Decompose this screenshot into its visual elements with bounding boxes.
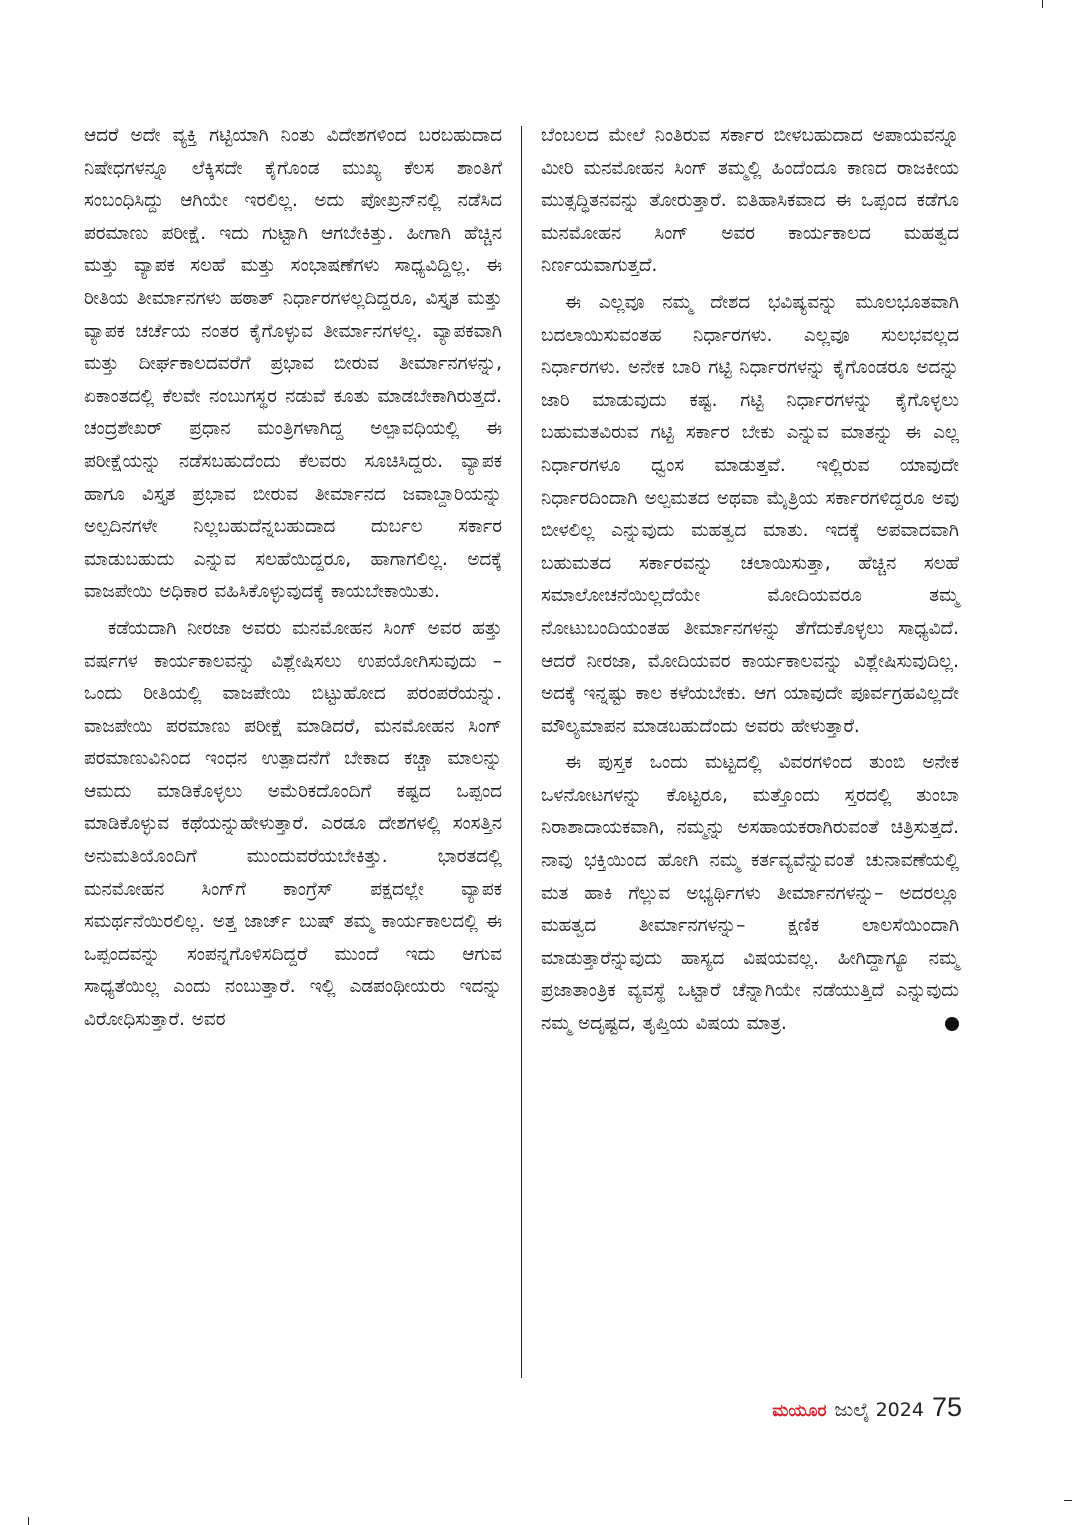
page-number: 75: [931, 1392, 962, 1422]
magazine-brand-logo: ಮಯೂರ: [772, 1401, 827, 1421]
left-column: [84, 120, 502, 1037]
left-paragraph-1: ಆದರೆ ಅದೇ ವ್ಯಕ್ತಿ ಗಟ್ಟಿಯಾಗಿ ನಿಂತು ವಿದೇಶಗಳಿಂದ ಬರಬಹುದಾದ ನಿಷೇಧಗಳನ್ನೂ ಲೆಕ್ಕಿಸದೇ ಕೈಗೊಂಡ ಮುಖ್ಯ ಕೆಲಸ ಶಾಂತಿಗೆ ಸಂಬಂಧಿಸಿದ್ದು ಆಗಿಯೇ ಇರಲಿಲ್ಲ. ಅದು ಪೋಖ್ರನ್‌ನಲ್ಲಿ ನಡೆಸಿದ ಪರಮಾಣು ಪರೀಕ್ಷೆ. ಇದು ಗುಟ್ಟಾಗಿ ಆಗಬೇಕಿತ್ತು. ಹೀಗಾಗಿ ಹೆಚ್ಚಿನ ಮತ್ತು ವ್ಯಾಪಕ ಸಲಹೆ ಮತ್ತು ಸಂಭಾಷಣೆಗಳು ಸಾಧ್ಯವಿದ್ದಿಲ್ಲ. ಈ ರೀತಿಯ ತೀರ್ಮಾನಗಳು ಹಠಾತ್ ನಿರ್ಧಾರಗಳಲ್ಲದಿದ್ದರೂ, ವಿಸ್ತೃತ ಮತ್ತು ವ್ಯಾಪಕ ಚರ್ಚೆಯ ನಂತರ ಕೈಗೊಳ್ಳುವ ತೀರ್ಮಾನಗಳಲ್ಲ. ವ್ಯಾಪಕವಾಗಿ ಮತ್ತು ದೀರ್ಘಕಾಲದವರೆಗೆ ಪ್ರಭಾವ ಬೀರುವ ತೀರ್ಮಾನಗಳನ್ನು, ಏಕಾಂತದಲ್ಲಿ ಕೆಲವೇ ನಂಬುಗಸ್ಥರ ನಡುವೆ ಕೂತು ಮಾಡಬೇಕಾಗಿರುತ್ತದೆ. ಚಂದ್ರಶೇಖರ್ ಪ್ರಧಾನ ಮಂತ್ರಿಗಳಾಗಿದ್ದ ಅಲ್ಪಾವಧಿಯಲ್ಲಿ ಈ ಪರೀಕ್ಷೆಯನ್ನು ನಡೆಸಬಹುದೆಂದು ಕೆಲವರು ಸೂಚಿಸಿದ್ದರು. ವ್ಯಾಪಕ ಹಾಗೂ ವಿಸ್ತೃತ ಪ್ರಭಾವ ಬೀರುವ ತೀರ್ಮಾನದ ಜವಾಬ್ದಾರಿಯನ್ನು ಅಲ್ಪದಿನಗಳೇ ನಿಲ್ಲಬಹುದೆನ್ನಬಹುದಾದ ದುರ್ಬಲ ಸರ್ಕಾರ ಮಾಡುಬಹುದು ಎನ್ನುವ ಸಲಹೆಯಿದ್ದರೂ, ಹಾಗಾಗಲಿಲ್ಲ. ಅದಕ್ಕೆ ವಾಜಪೇಯಿ ಅಧಿಕಾರ ವಹಿಸಿಕೊಳ್ಳುವುದಕ್ಕೆ ಕಾಯಬೇಕಾಯಿತು.: [84, 125, 502, 603]
left-paragraph-2: ಕಡೆಯದಾಗಿ ನೀರಜಾ ಅವರು ಮನಮೋಹನ ಸಿಂಗ್ ಅವರ ಹತ್ತು ವರ್ಷಗಳ ಕಾರ್ಯಕಾಲವನ್ನು ವಿಶ್ಲೇಷಿಸಲು ಉಪಯೋಗಿಸುವುದು – ಒಂದು ರೀತಿಯಲ್ಲಿ ವಾಜಪೇಯಿ ಬಿಟ್ಟುಹೋದ ಪರಂಪರೆಯನ್ನು. ವಾಜಪೇಯಿ ಪರಮಾಣು ಪರೀಕ್ಷೆ ಮಾಡಿದರೆ, ಮನಮೋಹನ ಸಿಂಗ್ ಪರಮಾಣುವಿನಿಂದ ಇಂಧನ ಉತ್ಪಾದನೆಗೆ ಬೇಕಾದ ಕಚ್ಚಾ ಮಾಲನ್ನು ಆಮದು ಮಾಡಿಕೊಳ್ಳಲು ಅಮೆರಿಕದೊಂದಿಗೆ ಕಷ್ಟದ ಒಪ್ಪಂದ ಮಾಡಿಕೊಳ್ಳುವ ಕಥೆಯನ್ನುಹೇಳುತ್ತಾರೆ. ಎರಡೂ ದೇಶಗಳಲ್ಲಿ ಸಂಸತ್ತಿನ ಅನುಮತಿಯೊಂದಿಗೆ ಮುಂದುವರೆಯಬೇಕಿತ್ತು. ಭಾರತದಲ್ಲಿ ಮನಮೋಹನ ಸಿಂಗ್‌ಗೆ ಕಾಂಗ್ರೆಸ್ ಪಕ್ಷದಲ್ಲೇ ವ್ಯಾಪಕ ಸಮರ್ಥನೆಯಿರಲಿಲ್ಲ. ಅತ್ತ ಜಾರ್ಜ್ ಬುಷ್ ತಮ್ಮ ಕಾರ್ಯಕಾಲದಲ್ಲಿ ಈ ಒಪ್ಪಂದವನ್ನು ಸಂಪನ್ನಗೊಳಿಸದಿದ್ದರೆ ಮುಂದೆ ಇದು ಆಗುವ ಸಾಧ್ಯತೆಯಿಲ್ಲ ಎಂದು ನಂಬುತ್ತಾರೆ. ಇಲ್ಲಿ ಎಡಪಂಥೀಯರು ಇದನ್ನು ವಿರೋಧಿಸುತ್ತಾರೆ. ಅವರ: [84, 617, 502, 1031]
right-column: [541, 120, 959, 1041]
crop-mark-bottom-left: [28, 1517, 29, 1525]
page-footer: [772, 1392, 962, 1428]
crop-mark-right-bottom: [1064, 1500, 1072, 1501]
right-paragraph-3-text: ಈ ಪುಸ್ತಕ ಒಂದು ಮಟ್ಟದಲ್ಲಿ ವಿವರಗಳಿಂದ ತುಂಬಿ ಅನೇಕ ಒಳನೋಟಗಳನ್ನು ಕೊಟ್ಟರೂ, ಮತ್ತೊಂದು ಸ್ತರದಲ್ಲಿ ತುಂಬಾ ನಿರಾಶಾದಾಯಕವಾಗಿ, ನಮ್ಮನ್ನು ಅಸಹಾಯಕರಾಗಿರುವಂತೆ ಚಿತ್ರಿಸುತ್ತದೆ. ನಾವು ಭಕ್ತಿಯಿಂದ ಹೋಗಿ ನಮ್ಮ ಕರ್ತವ್ಯವೆನ್ನುವಂತೆ ಚುನಾವಣೆಯಲ್ಲಿ ಮತ ಹಾಕಿ ಗೆಲ್ಲುವ ಅಭ್ಯರ್ಥಿಗಳು ತೀರ್ಮಾನಗಳನ್ನು– ಅದರಲ್ಲೂ ಮಹತ್ವದ ತೀರ್ಮಾನಗಳನ್ನು– ಕ್ಷಣಿಕ ಲಾಲಸೆಯಿಂದಾಗಿ ಮಾಡುತ್ತಾರೆನ್ನುವುದು ಹಾಸ್ಯದ ವಿಷಯವಲ್ಲ. ಹೀಗಿದ್ದಾಗ್ಯೂ ನಮ್ಮ ಪ್ರಜಾತಾಂತ್ರಿಕ ವ್ಯವಸ್ಥೆ ಒಟ್ಟಾರೆ ಚೆನ್ನಾಗಿಯೇ ನಡೆಯುತ್ತಿದೆ ಎನ್ನುವುದು ನಮ್ಮ ಅದೃಷ್ಟದ, ತೃಪ್ತಿಯ ವಿಷಯ ಮಾತ್ರ.: [541, 752, 959, 1035]
article-end-bullet-icon: [945, 1017, 959, 1031]
crop-mark-top-right: [1042, 0, 1043, 8]
column-divider: [521, 126, 522, 1378]
right-paragraph-1: ಬೆಂಬಲದ ಮೇಲೆ ನಿಂತಿರುವ ಸರ್ಕಾರ ಬೀಳಬಹುದಾದ ಅಪಾಯವನ್ನೂ ಮೀರಿ ಮನಮೋಹನ ಸಿಂಗ್ ತಮ್ಮಲ್ಲಿ ಹಿಂದೆಂದೂ ಕಾಣದ ರಾಜಕೀಯ ಮುತ್ಸದ್ಧಿತನವನ್ನು ತೋರುತ್ತಾರೆ. ಐತಿಹಾಸಿಕವಾದ ಈ ಒಪ್ಪಂದ ಕಡೆಗೂ ಮನಮೋಹನ ಸಿಂಗ್ ಅವರ ಕಾರ್ಯಕಾಲದ ಮಹತ್ವದ ನಿರ್ಣಯವಾಗುತ್ತದೆ.: [541, 125, 959, 277]
issue-month-year: ಜುಲೈ 2024: [834, 1399, 924, 1421]
right-paragraph-2: ಈ ಎಲ್ಲವೂ ನಮ್ಮ ದೇಶದ ಭವಿಷ್ಯವನ್ನು ಮೂಲಭೂತವಾಗಿ ಬದಲಾಯಿಸುವಂತಹ ನಿರ್ಧಾರಗಳು. ಎಲ್ಲವೂ ಸುಲಭವಲ್ಲದ ನಿರ್ಧಾರಗಳು. ಅನೇಕ ಬಾರಿ ಗಟ್ಟಿ ನಿರ್ಧಾರಗಳನ್ನು ಕೈಗೊಂಡರೂ ಅದನ್ನು ಜಾರಿ ಮಾಡುವುದು ಕಷ್ಟ. ಗಟ್ಟಿ ನಿರ್ಧಾರಗಳನ್ನು ಕೈಗೊಳ್ಳಲು ಬಹುಮತವಿರುವ ಗಟ್ಟಿ ಸರ್ಕಾರ ಬೇಕು ಎನ್ನುವ ಮಾತನ್ನು ಈ ಎಲ್ಲ ನಿರ್ಧಾರಗಳೂ ಧ್ವಂಸ ಮಾಡುತ್ತವೆ. ಇಲ್ಲಿರುವ ಯಾವುದೇ ನಿರ್ಧಾರದಿಂದಾಗಿ ಅಲ್ಪಮತದ ಅಥವಾ ಮೈತ್ರಿಯ ಸರ್ಕಾರಗಳಿದ್ದರೂ ಅವು ಬೀಳಲಿಲ್ಲ ಎನ್ನುವುದು ಮಹತ್ವದ ಮಾತು. ಇದಕ್ಕೆ ಅಪವಾದವಾಗಿ ಬಹುಮತದ ಸರ್ಕಾರವನ್ನು ಚಲಾಯಿಸುತ್ತಾ, ಹೆಚ್ಚಿನ ಸಲಹೆ ಸಮಾಲೋಚನೆಯಿಲ್ಲದೆಯೇ ಮೋದಿಯವರೂ ತಮ್ಮ ನೋಟುಬಂದಿಯಂತಹ ತೀರ್ಮಾನಗಳನ್ನು ತೆಗೆದುಕೊಳ್ಳಲು ಸಾಧ್ಯವಿದೆ. ಆದರೆ ನೀರಜಾ, ಮೋದಿಯವರ ಕಾರ್ಯಕಾಲವನ್ನು ವಿಶ್ಲೇಷಿಸುವುದಿಲ್ಲ. ಅದಕ್ಕೆ ಇನ್ನಷ್ಟು ಕಾಲ ಕಳೆಯಬೇಕು. ಆಗ ಯಾವುದೇ ಪೂರ್ವಗ್ರಹವಿಲ್ಲದೇ ಮೌಲ್ಯಮಾಪನ ಮಾಡಬಹುದೆಂದು ಅವರು ಹೇಳುತ್ತಾರೆ.: [541, 291, 959, 737]
right-paragraph-3: [541, 747, 959, 1040]
